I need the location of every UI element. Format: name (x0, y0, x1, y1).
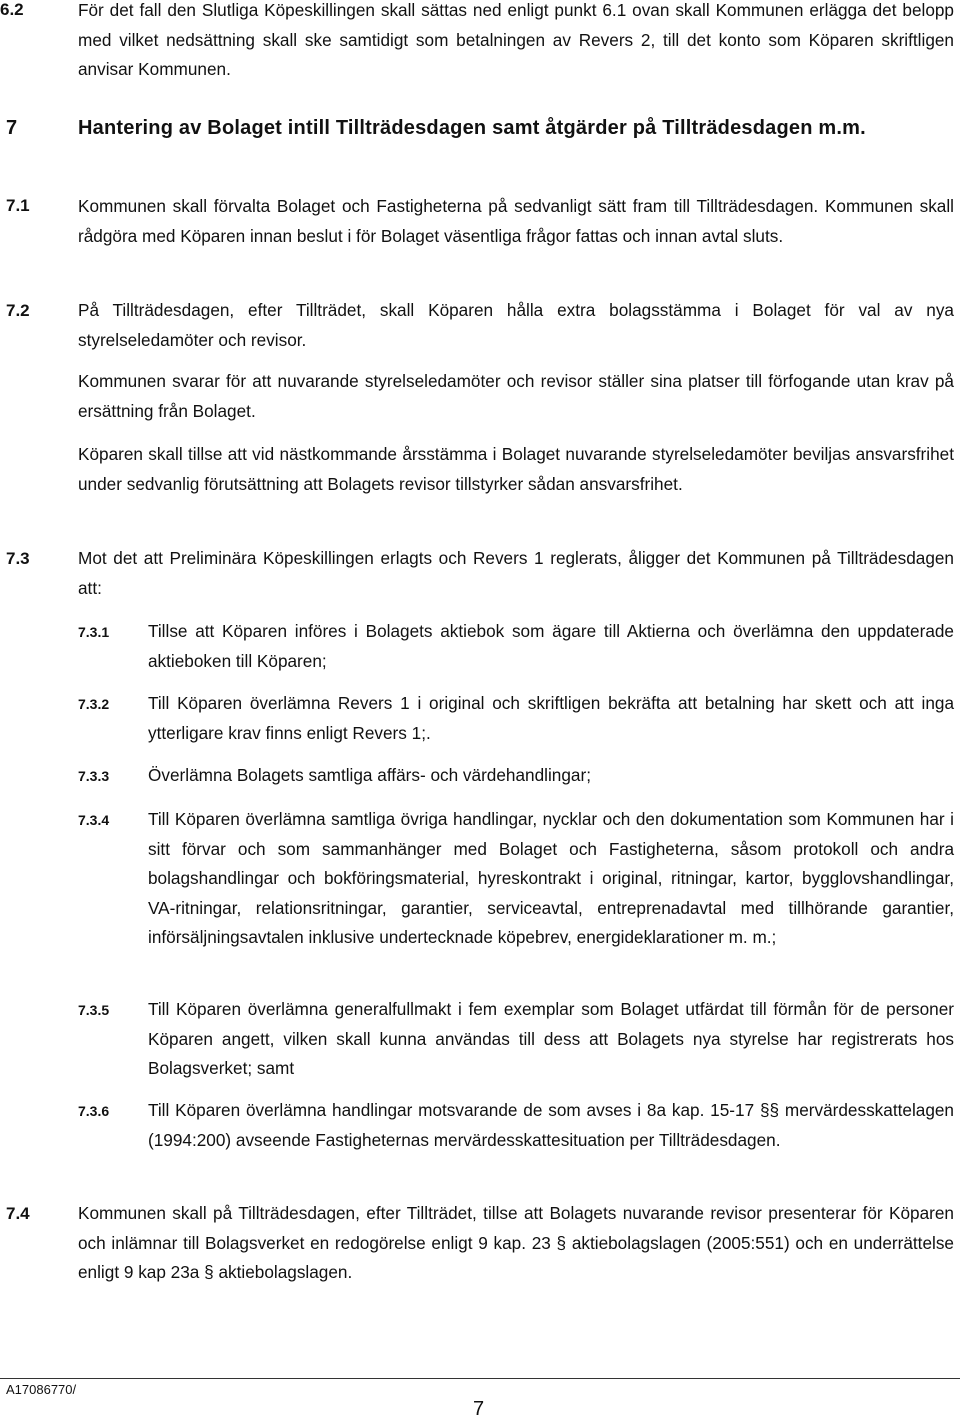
sub-number-7-3-4: 7.3.4 (78, 812, 110, 828)
clause-number-7-1: 7.1 (6, 196, 30, 215)
sub-item-7-3-6-text: Till Köparen överlämna handlingar motsvarande de som avses i 8a kap. 15-17 §§ mervärdesskattelagen (1994:200) avseende Fastigheternas mervärdesskattesituation per Tillträdesdagen. (148, 1100, 954, 1150)
sub-number-7-3-6: 7.3.6 (78, 1103, 110, 1119)
clause-7-2-para-3: Köparen skall tillse att vid nästkommande årsstämma i Bolaget nuvarande styrelseledamöter beviljas ansvarsfrihet under sedvanlig förutsättning att Bolagets revisor tillstyrker sådan ansvarsfrihet. (78, 444, 954, 494)
document-id: A17086770/ (6, 1382, 77, 1397)
sub-item-7-3-4-text: Till Köparen överlämna samtliga övriga handlingar, nycklar och den dokumentation som Kommunen har i sitt förvar och som sammanhänger med Bolaget och Fastigheterna, såsom protokoll och andra bolagshandlingar och bokföringsmaterial, hyreskontrakt i original, ritningar, kartor, bygglovshandlingar, VA-ritningar, relationsritningar, garantier, serviceavtal, entreprenadavtal med tillhörande garantier, införsäljningsavtalen inklusive undertecknade köpebrev, energideklarationer m. m.; (148, 809, 954, 947)
clause-7-4-text: Kommunen skall på Tillträdesdagen, efter Tillträdet, tillse att Bolagets nuvarande revisor presenterar för Köparen och inlämnar till Bolagsverket en redogörelse enligt 9 kap. 23 § aktiebolagslagen (2005:551) och en underrättelse enligt 9 kap 23a § aktiebolagslagen. (78, 1203, 954, 1282)
sub-number-7-3-2: 7.3.2 (78, 696, 110, 712)
sub-item-7-3-3-text: Överlämna Bolagets samtliga affärs- och värdehandlingar; (148, 765, 591, 785)
clause-7-3-text: Mot det att Preliminära Köpeskillingen erlagts och Revers 1 reglerats, åligger det Kommunen på Tillträdesdagen att: (78, 548, 954, 598)
section-7-heading (78, 113, 958, 143)
clause-7-2-para-2: Kommunen svarar för att nuvarande styrelseledamöter och revisor ställer sina platser till förfogande utan krav på ersättning från Bolaget. (78, 371, 954, 421)
clause-number-7-4: 7.4 (6, 1204, 30, 1223)
clause-7-2-para-1: På Tillträdesdagen, efter Tillträdet, skall Köparen hålla extra bolagsstämma i Bolaget för val av nya styrelseledamöter och revisor. (78, 300, 954, 350)
sub-number-7-3-3: 7.3.3 (78, 768, 110, 784)
sub-item-7-3-5-text: Till Köparen överlämna generalfullmakt i fem exemplar som Bolaget utfärdat till förmån för de personer Köparen angett, vilken skall kunna användas till dess att Bolagets nya styrelse har registrerats hos Bolagsverket; samt (148, 999, 954, 1078)
clause-number-7-2: 7.2 (6, 301, 30, 320)
clause-6-2-text: För det fall den Slutliga Köpeskillingen skall sättas ned enligt punkt 6.1 ovan skall Kommunen erlägga det belopp med vilket nedsättning skall ske samtidigt som betalningen av Revers 2, till det konto som Köparen skriftligen anvisar Kommunen. (78, 0, 954, 79)
sub-number-7-3-5: 7.3.5 (78, 1002, 110, 1018)
sub-item-7-3-1-text: Tillse att Köparen införes i Bolagets aktiebok som ägare till Aktierna och överlämna den uppdaterade aktieboken till Köparen; (148, 621, 954, 671)
sub-item-7-3-2-text: Till Köparen överlämna Revers 1 i original och skriftligen bekräfta att betalning har skett och att inga ytterligare krav finns enligt Revers 1;. (148, 693, 954, 743)
page-number: 7 (473, 1398, 485, 1420)
sub-number-7-3-1: 7.3.1 (78, 624, 110, 640)
clause-7-1-text: Kommunen skall förvalta Bolaget och Fastigheterna på sedvanligt sätt fram till Tillträdesdagen. Kommunen skall rådgöra med Köparen innan beslut i för Bolaget väsentliga frågor fattas och innan avtal sluts. (78, 196, 954, 246)
section-7-number: 7 (6, 117, 18, 139)
clause-number-7-3: 7.3 (6, 549, 30, 568)
footer-divider (0, 1378, 960, 1379)
section-7-title: Hantering av Bolaget intill Tillträdesdagen samt åtgärder på Tillträdesdagen m.m. (78, 117, 866, 139)
clause-number-6-2: 6.2 (0, 0, 24, 19)
